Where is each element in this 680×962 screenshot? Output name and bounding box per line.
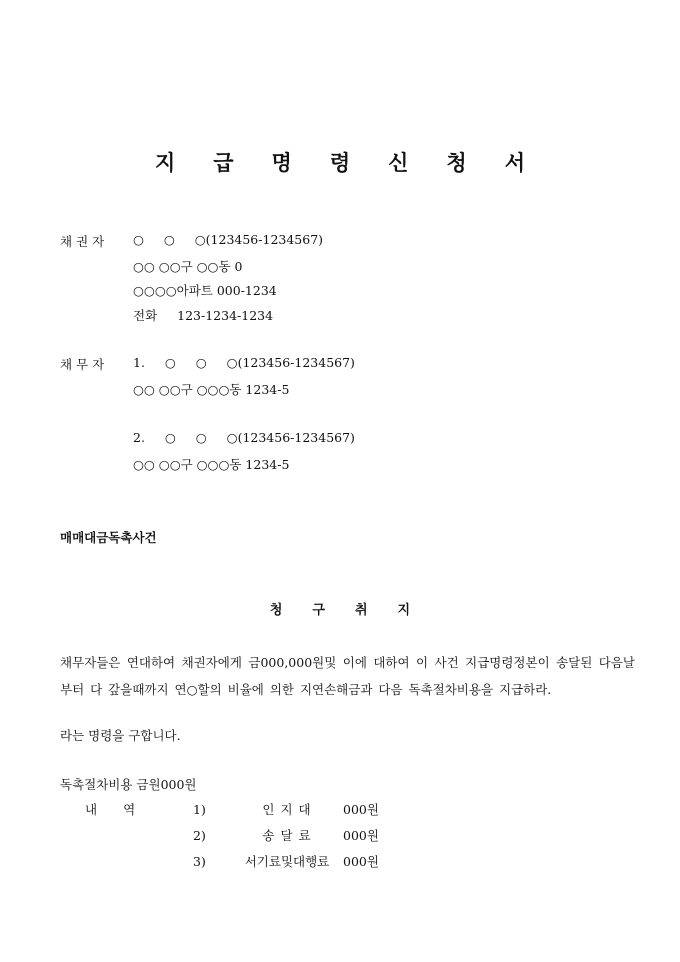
creditor-phone: 전화 123-1234-1234 (133, 308, 274, 323)
costs-table (85, 796, 403, 874)
cost-row (85, 848, 403, 874)
debtor-2-address: ○○ ○○구 ○○○동 1234-5 (133, 457, 290, 472)
debtor-2-name: 2. ○ ○ ○(123456-1234567) (133, 430, 355, 445)
claim-heading: 청구취지 (269, 603, 441, 618)
case-name: 매매대금독촉사건 (60, 530, 157, 545)
creditor-name: ○ ○ ○(123456-1234567) (133, 232, 324, 247)
debtor-label: 채무자 (60, 357, 109, 372)
cost-row (85, 822, 403, 848)
creditor-label: 채권자 (60, 234, 109, 249)
document-title: 지급명령신청서 (154, 150, 563, 175)
creditor-apartment: ○○○○아파트 000-1234 (133, 283, 277, 298)
cost-item-number: 1) (193, 801, 206, 817)
cost-item-number: 2) (193, 827, 206, 843)
cost-item-name: 송 달 료 (262, 828, 312, 843)
costs-heading: 독촉절차비용 금원000원 (60, 777, 197, 792)
cost-item-amount: 000원 (343, 854, 379, 869)
cost-item-amount: 000원 (343, 828, 379, 843)
cost-item-name: 서기료및대행료 (244, 854, 330, 869)
debtor-1-address: ○○ ○○구 ○○○동 1234-5 (133, 382, 290, 397)
claim-request: 라는 명령을 구합니다. (60, 728, 181, 743)
creditor-address: ○○ ○○구 ○○동 0 (133, 259, 243, 274)
claim-body: 채무자들은 연대하여 채권자에게 금000,000원및 이에 대하여 이 사건 지급명령정본이 송달된 다음날부터 다 갚을때까지 연○할의 비율에 의한 지연손해금과 다음 독촉절차비용을 지급하라. (60, 655, 635, 697)
cost-item-amount: 000원 (343, 802, 379, 817)
breakdown-label: 내역 (85, 802, 162, 817)
cost-item-number: 3) (193, 853, 206, 869)
cost-row (85, 796, 403, 822)
debtor-1-name: 1. ○ ○ ○(123456-1234567) (133, 355, 355, 370)
cost-item-name: 인 지 대 (262, 802, 312, 817)
